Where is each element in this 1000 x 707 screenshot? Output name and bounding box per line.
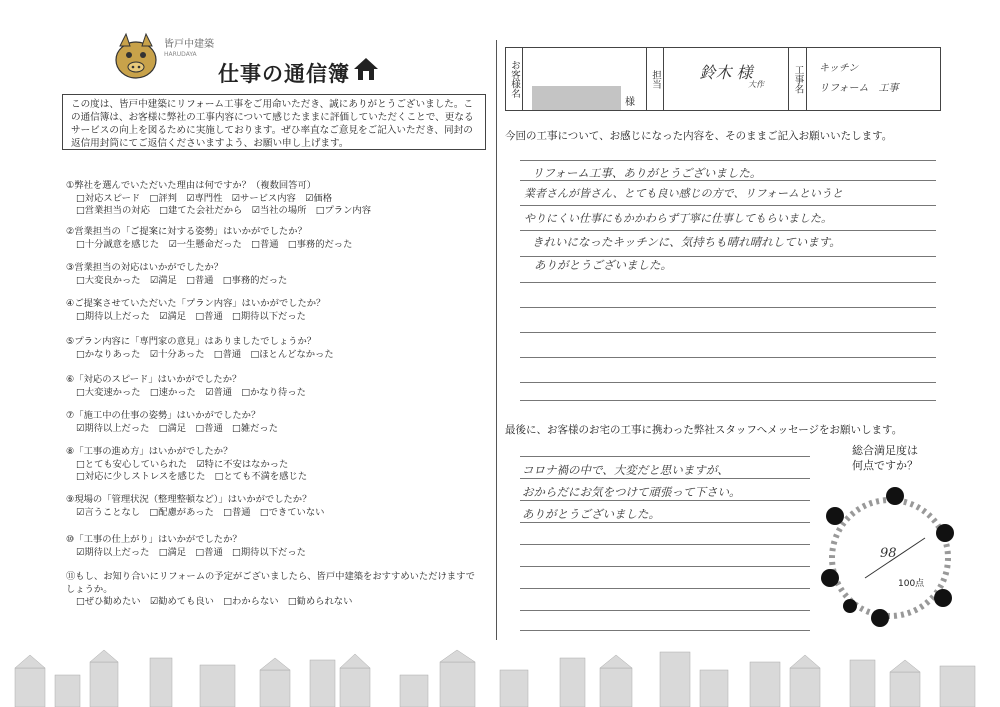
question-8	[66, 446, 486, 484]
answer-options: □大変良かった ☑満足 □普通 □事務的だった	[76, 274, 288, 286]
work-value-1: キッチン	[819, 63, 859, 74]
ruled-line	[520, 357, 936, 358]
answer-options: □対応スピード □評判 ☑専門性 ☑サービス内容 ☑価格	[76, 192, 333, 204]
ruled-line	[520, 307, 936, 308]
ruled-line	[520, 205, 936, 206]
page-title: 仕事の通信簿	[218, 62, 350, 86]
question-3	[66, 262, 486, 287]
staff-label: 担当	[646, 48, 664, 110]
ruled-line	[520, 630, 810, 631]
ruled-line	[520, 332, 936, 333]
question-7	[66, 410, 486, 435]
handwritten-comment-line: きれいになったキッチンに、気持ちも晴れ晴れしています。	[532, 235, 841, 249]
question-text: ②営業担当の「ご提案に対する姿勢」はいかがでしたか？	[66, 226, 307, 237]
brand-name: 皆戸中建築 HARUDAYA	[164, 39, 214, 58]
ruled-line	[520, 566, 810, 567]
handwritten-message-line: おからだにお気をつけて頑張って下さい。	[522, 485, 741, 499]
handwritten-message-line: ありがとうございました。	[522, 507, 660, 521]
answer-options: ☑期待以上だった □満足 □普通 □期待以下だった	[76, 546, 306, 558]
question-text: ④ご提案させていただいた「プラン内容」はいかがでしたか？	[66, 298, 326, 309]
question-6	[66, 374, 486, 399]
page-divider	[496, 40, 497, 640]
answer-options: □十分誠意を感じた ☑一生懸命だった □普通 □事務的だった	[76, 238, 353, 250]
question-text: ⑤プラン内容に「専門家の意見」はありましたでしょうか？	[66, 336, 317, 347]
question-text: ①弊社を選んでいただいた理由は何ですか？（複数回答可）	[66, 180, 317, 191]
staff-note: 大作	[748, 80, 764, 89]
question-text: ③営業担当の対応はいかがでしたか？	[66, 262, 224, 273]
ruled-line	[520, 382, 936, 383]
question-text: ⑪もし、お知り合いにリフォームの予定がございましたら、皆戸中建築をおすすめいただけますでしょうか。	[66, 571, 475, 595]
answer-options: □大変速かった □速かった ☑普通 □かなり待った	[76, 386, 306, 398]
answer-options: □ぜひ勧めたい ☑勧めても良い □わからない □勧められない	[76, 596, 353, 607]
ruled-line	[520, 588, 810, 589]
honorific: 様	[625, 97, 635, 108]
question-text: ⑧「工事の進め方」はいかがでしたか？	[66, 446, 233, 457]
answer-options: □対応に少しストレスを感じた □とても不満を感じた	[76, 471, 308, 482]
ruled-line	[520, 522, 810, 523]
handwritten-comment-line: 業者さんが皆さん、とても良い感じの方で、リフォームというと	[524, 187, 843, 200]
staff-cell	[664, 48, 789, 110]
boar-mascot-logo	[108, 30, 164, 82]
staff-name: 鈴木 様	[699, 63, 753, 82]
work-value-2: リフォーム 工事	[819, 83, 899, 94]
handwritten-comment-line: ありがとうございました。	[534, 258, 672, 272]
redacted-name	[532, 86, 621, 110]
question-text: ⑥「対応のスピード」はいかがでしたか？	[66, 374, 242, 385]
question-text: ⑩「工事の仕上がり」はいかがでしたか？	[66, 534, 242, 545]
answer-options: □期待以上だった ☑満足 □普通 □期待以下だった	[76, 310, 306, 322]
question-1	[66, 180, 486, 218]
ruled-line	[520, 400, 936, 401]
question-9	[66, 494, 486, 519]
question-5	[66, 336, 486, 361]
satisfaction-max: 100点	[898, 579, 925, 589]
ruled-line	[520, 282, 936, 283]
townscape-illustration	[0, 640, 1000, 707]
ruled-line	[520, 500, 810, 501]
question-2	[66, 226, 486, 251]
answer-options: □営業担当の対応 □建てた会社だから ☑当社の場所 □プラン内容	[76, 205, 371, 216]
answer-options: □とても安心していられた ☑特に不安はなかった	[76, 458, 289, 470]
ruled-line	[520, 544, 810, 545]
handwritten-comment-line: リフォーム工事、ありがとうございました。	[532, 166, 762, 180]
intro-text: この度は、皆戸中建築にリフォーム工事をご用命いただき、誠にありがとうございました。この通信簿は、お客様に弊社の工事内容について感じたままに評価していただくことで、更なるサービスの向上を図るために実施しております。ぜひ率直なご意見をご記入いただき、同封の返信用封筒にてご返信くださいますよう、お願い申し上げます。	[62, 94, 486, 150]
customer-label: お客様名	[506, 48, 523, 110]
ruled-line	[520, 160, 936, 161]
ruled-line	[520, 230, 936, 231]
ruled-line	[520, 456, 810, 457]
question-11	[66, 571, 486, 609]
ruled-line	[520, 610, 810, 611]
message-prompt: 最後に、お客様のお宅の工事に携わった弊社スタッフへメッセージをお願いします。	[505, 424, 903, 436]
question-10	[66, 534, 486, 559]
question-4	[66, 298, 486, 323]
satisfaction-question: 総合満足度は 何点ですか？	[852, 444, 918, 472]
question-text: ⑦「施工中の仕事の姿勢」はいかがでしたか？	[66, 410, 261, 421]
handwritten-message-line: コロナ禍の中で、大変だと思いますが、	[522, 463, 729, 477]
house-icon	[353, 56, 379, 82]
answer-options: ☑言うことなし □配慮があった □普通 □できていない	[76, 506, 325, 518]
question-text: ⑨現場の「管理状況（整理整頓など）」はいかがでしたか？	[66, 494, 312, 505]
work-label: 工事名	[789, 48, 807, 110]
satisfaction-score: 98	[880, 546, 897, 561]
comment-prompt: 今回の工事について、お感じになった内容を、そのままご記入お願いいたします。	[505, 130, 893, 142]
ruled-line	[520, 478, 810, 479]
answer-options: □かなりあった ☑十分あった □普通 □ほとんどなかった	[76, 348, 334, 360]
work-cell	[807, 48, 940, 110]
handwritten-comment-line: やりにくい仕事にもかかわらず丁寧に仕事してもらいました。	[524, 212, 832, 225]
answer-options: ☑期待以上だった □満足 □普通 □雑だった	[76, 422, 279, 434]
